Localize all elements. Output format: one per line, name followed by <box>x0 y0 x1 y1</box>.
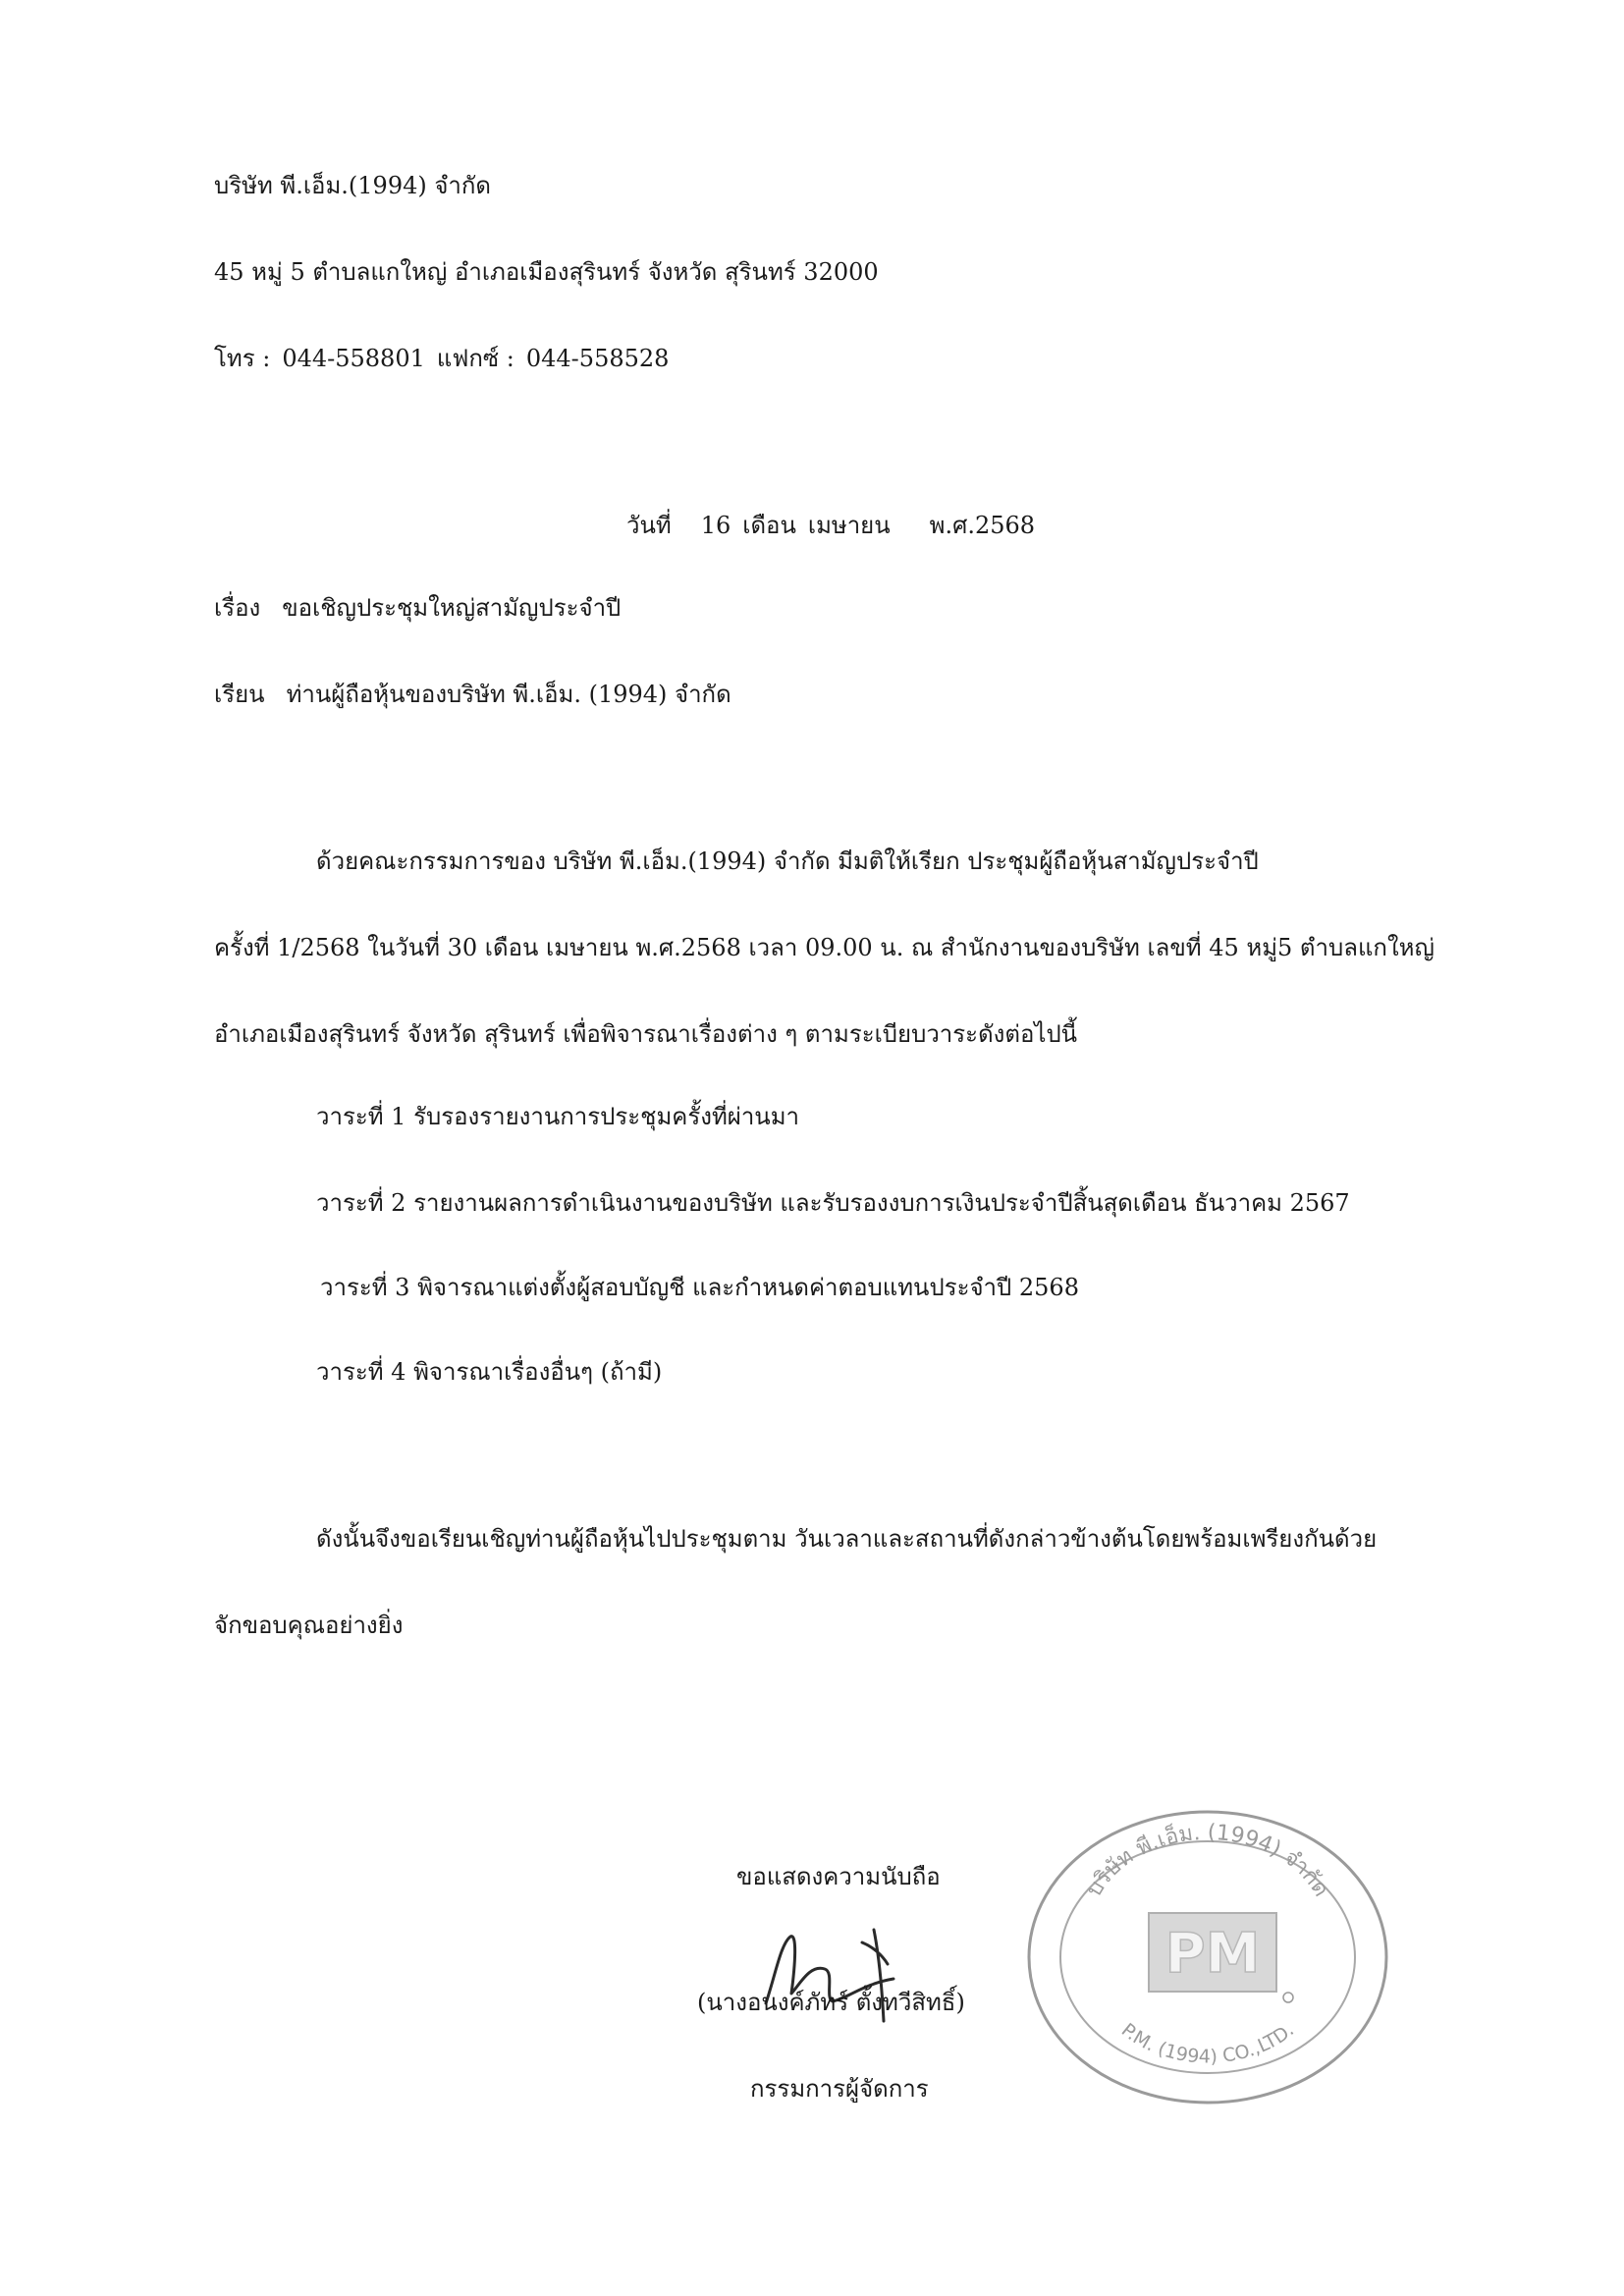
subject-text: ขอเชิญประชุมใหญ่สามัญประจำปี <box>282 594 622 622</box>
addressee-text: ท่านผู้ถือหุ้นของบริษัท พี.เอ็ม. (1994) จำกัด <box>286 681 731 708</box>
company-name: บริษัท พี.เอ็ม.(1994) จำกัด <box>214 172 491 199</box>
body-paragraph-1-line-3: อำเภอเมืองสุรินทร์ จังหวัด สุรินทร์ เพื่อพิจารณาเรื่องต่าง ๆ ตามระเบียบวาระดังต่อไปนี้ <box>214 1020 1078 1048</box>
body-paragraph-1-line-1: ด้วยคณะกรรมการของ บริษัท พี.เอ็ม.(1994) จำกัด มีมติให้เรียก ประชุมผู้ถือหุ้นสามัญประจำปี <box>316 847 1259 875</box>
date-month-label: เดือน <box>742 512 796 539</box>
date-day: 16 <box>700 512 731 539</box>
body-paragraph-2-line-2: จักขอบคุณอย่างยิ่ง <box>214 1612 404 1639</box>
stamp-logo: PM <box>1164 1922 1261 1986</box>
signatory-name: (นางอนงค์ภัทร์ ตั้งทวีสิทธิ์) <box>697 1989 965 2016</box>
subject-label: เรื่อง <box>214 594 261 622</box>
agenda-item-2: วาระที่ 2 รายงานผลการดำเนินงานของบริษัท และรับรองงบการเงินประจำปีสิ้นสุดเดือน ธันวาคม 2567 <box>316 1189 1350 1217</box>
agenda-item-1: วาระที่ 1 รับรองรายงานการประชุมครั้งที่ผ่านมา <box>316 1103 800 1130</box>
subject-line <box>214 591 621 625</box>
stamp-bottom-text: P.M. (1994) CO.,LTD. <box>1116 2019 1299 2068</box>
phone-label: โทร : <box>214 345 271 372</box>
fax-label: แฟกซ์ : <box>436 345 514 372</box>
addressee-label: เรียน <box>214 681 265 708</box>
signatory-position: กรรมการผู้จัดการ <box>750 2075 929 2103</box>
closing-regards: ขอแสดงความนับถือ <box>736 1863 941 1890</box>
addressee-line <box>214 678 731 711</box>
body-paragraph-1-line-2: ครั้งที่ 1/2568 ในวันที่ 30 เดือน เมษายน พ.ศ.2568 เวลา 09.00 น. ณ สำนักงานของบริษัท เลขที่ 45 หมู่5 ตำบลแกใหญ่ <box>214 934 1435 961</box>
date-month: เมษายน <box>807 512 891 539</box>
date-year: พ.ศ.2568 <box>929 512 1036 539</box>
fax-number: 044-558528 <box>525 345 670 372</box>
company-seal-stamp <box>1021 1805 1394 2109</box>
date-day-label: วันที่ <box>626 512 672 539</box>
letter-date <box>626 509 1035 542</box>
stamp-top-text: บริษัท พี.เอ็ม. (1994) จำกัด <box>1082 1820 1333 1901</box>
phone-number: 044-558801 <box>282 345 425 372</box>
contact-line <box>214 342 669 375</box>
agenda-item-3: วาระที่ 3 พิจารณาแต่งตั้งผู้สอบบัญชี และกำหนดค่าตอบแทนประจำปี 2568 <box>320 1274 1079 1301</box>
company-address: 45 หมู่ 5 ตำบลแกใหญ่ อำเภอเมืองสุรินทร์ จังหวัด สุรินทร์ 32000 <box>214 258 879 286</box>
body-paragraph-2-line-1: ดังนั้นจึงขอเรียนเชิญท่านผู้ถือหุ้นไปประชุมตาม วันเวลาและสถานที่ดังกล่าวข้างต้นโดยพร้อมเพรียงกันด้วย <box>316 1525 1378 1553</box>
agenda-item-4: วาระที่ 4 พิจารณาเรื่องอื่นๆ (ถ้ามี) <box>316 1358 663 1386</box>
